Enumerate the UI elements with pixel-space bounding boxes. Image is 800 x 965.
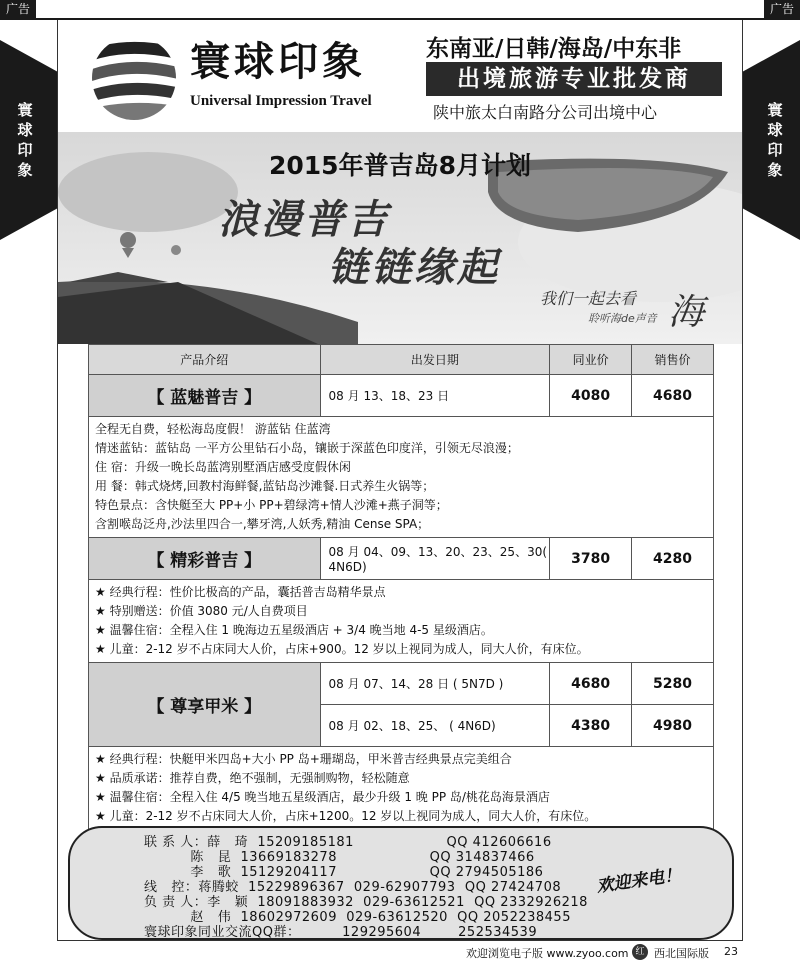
trade-price: 4380 [550,705,632,747]
departure-date: 08 月 02、18、25、 ( 4N6D) [320,705,550,747]
side-tab-right [740,40,800,240]
product-name: 【 尊享甲米 】 [89,663,321,747]
description-row [89,417,714,538]
retail-price: 4280 [632,538,714,580]
table-row [89,375,714,417]
contact-line: 李 歌 15129204117 QQ 2794505186 [144,865,544,880]
departure-date: 08 月 13、18、23 日 [320,375,550,417]
footer-badge: 红 [632,944,648,960]
header-retail-price: 销售价 [632,345,714,375]
trade-price: 4680 [550,663,632,705]
brand-name-cn: 寰球印象 [190,38,366,85]
description-line: ★ 温馨住宿：全程入住 4/5 晚当地五星级酒店，最少升级 1 晚 PP 岛/桃花岛海景酒店 [95,790,550,804]
product-description [89,747,714,830]
globe-logo-icon [84,32,184,122]
destinations: 东南亚/日韩/海岛/中东非 [426,36,682,62]
retail-price: 4980 [632,705,714,747]
contact-line: 负 责 人：李 颖 18091883932 029-63612521 QQ 2332926218 [144,895,588,910]
description-line: ★ 儿童：2-12 岁不占床同大人价，占床+1200。12 岁以上视同为成人，同大人价，有床位。 [95,809,597,823]
table-row [89,538,714,580]
side-text-left: 寰球印象 [17,101,33,179]
retail-price: 4680 [632,375,714,417]
description-row [89,747,714,830]
contact-line: 线 控：蒋腾蛟 15229896367 029-62907793 QQ 27424708 [144,880,562,895]
table-header-row [89,345,714,375]
slogan-line-2: 链链缘起 [328,245,500,291]
wholesale-banner: 出境旅游专业批发商 [426,62,722,96]
welcome-call: 欢迎来电！ [595,865,683,897]
footer-edition: 西北国际版 [654,947,709,960]
description-line: 住 宿：升级一晚长岛蓝湾别墅酒店感受度假休闲 [95,460,351,474]
product-description [89,417,714,538]
product-name: 【 蓝魅普吉 】 [89,375,321,417]
side-text-right: 寰球印象 [767,101,783,179]
header-trade-price: 同业价 [550,345,632,375]
product-name: 【 精彩普吉 】 [89,538,321,580]
description-line: 特色景点：含快艇至大 PP+小 PP+碧绿湾+情人沙滩+燕子洞等； [95,498,448,512]
sea-line-1: 我们一起去看 [540,289,637,308]
banner-image [58,132,742,344]
side-tab-left [0,40,60,240]
description-line: 用 餐：韩式烧烤,回教村海鲜餐,蓝钻岛沙滩餐.日式养生火锅等； [95,479,435,493]
brand-name-en: Universal Impression Travel [190,93,372,109]
contact-line: 寰球印象同业交流QQ群： 129295604 252534539 [144,925,538,940]
description-line: 含割喉岛泛舟,沙法里四合一,攀牙湾,人妖秀,精油 Cense SPA； [95,517,430,531]
description-row [89,580,714,663]
table-row [89,663,714,705]
ad-tag-left: 广告 [0,0,36,18]
departure-date: 08 月 07、14、28 日 ( 5N7D ) [320,663,550,705]
header-product: 产品介绍 [89,345,321,375]
sea-line-2: 聆听海de声音 [588,312,657,325]
departure-date: 08 月 04、09、13、20、23、25、30( 4N6D) [320,538,550,580]
product-table [88,344,714,830]
slogan-line-1: 浪漫普吉 [218,197,390,243]
description-line: ★ 经典行程：快艇甲米四岛+大小 PP 岛+珊瑚岛，甲米普吉经典景点完美组合 [95,752,512,766]
contact-line: 赵 伟 18602972609 029-63612520 QQ 2052238455 [144,910,571,925]
sea-char: 海 [668,292,705,333]
contact-line: 陈 昆 13669183278 QQ 314837466 [144,850,535,865]
description-line: ★ 儿童：2-12 岁不占床同大人价，占床+900。12 岁以上视同为成人，同大人价，有床位。 [95,642,589,656]
description-line: ★ 特别赠送：价值 3080 元/人自费项目 [95,604,308,618]
description-line: 情迷蓝钻：蓝钻岛 一平方公里钻石小岛，镶嵌于深蓝色印度洋，引领无尽浪漫； [95,441,519,455]
branch-name: 陕中旅太白南路分公司出境中心 [433,103,658,122]
product-description [89,580,714,663]
ad-tag-right: 广告 [764,0,800,18]
page-number: 23 [724,945,738,958]
trade-price: 4080 [550,375,632,417]
retail-price: 5280 [632,663,714,705]
description-line: ★ 温馨住宿：全程入住 1 晚海边五星级酒店 + 3/4 晚当地 4-5 星级酒店。 [95,623,493,637]
plan-title: 2015年普吉岛8月计划 [269,151,531,180]
description-line: ★ 经典行程：性价比极高的产品，囊括普吉岛精华景点 [95,585,386,599]
header-date: 出发日期 [320,345,550,375]
description-line: ★ 品质承诺：推荐自费，绝不强制，无强制购物，轻松随意 [95,771,410,785]
trade-price: 3780 [550,538,632,580]
contact-line: 联 系 人：薛 琦 15209185181 QQ 412606616 [144,835,552,850]
footer-browse: 欢迎浏览电子版 www.zyoo.com [466,947,629,960]
description-line: 全程无自费，轻松海岛度假！ 游蓝钻 住蓝湾 [95,422,331,436]
